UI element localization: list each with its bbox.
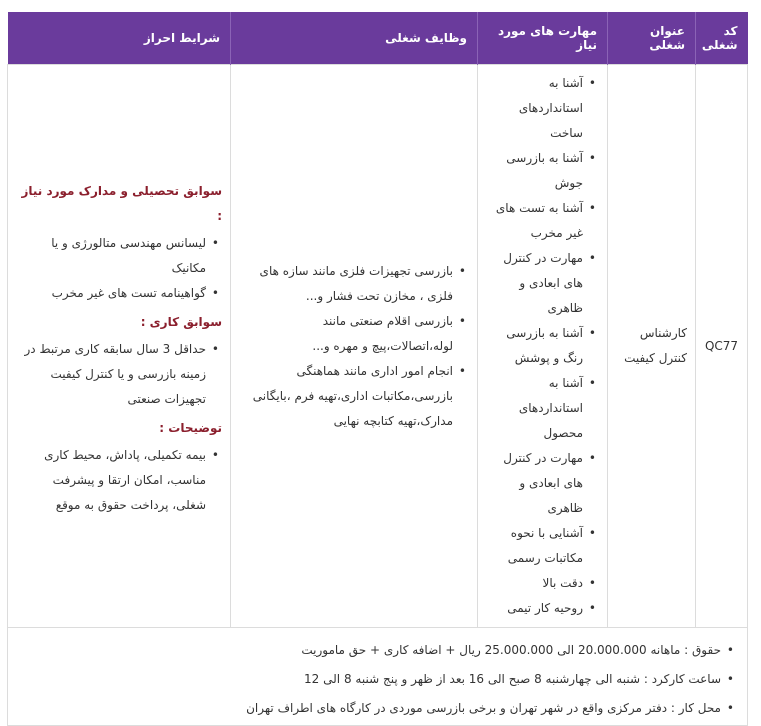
list-item: • لیسانس مهندسی متالورژی و یا مکانیک bbox=[16, 231, 206, 281]
list-item: • گواهینامه تست های غیر مخرب bbox=[16, 281, 206, 306]
job-table-container bbox=[8, 12, 748, 726]
footer-row bbox=[8, 628, 748, 726]
list-item: • آشنا به تست های غیر مخرب bbox=[486, 196, 583, 246]
experience-title: سوابق کاری : bbox=[140, 314, 222, 329]
table-row bbox=[8, 65, 748, 628]
list-item: • دقت بالا bbox=[486, 571, 583, 596]
header-code: کد شغلی bbox=[696, 12, 748, 65]
requirements-cell bbox=[8, 65, 231, 628]
skills-cell bbox=[478, 65, 608, 628]
footer-list bbox=[18, 636, 737, 723]
header-title: عنوان شغلی bbox=[608, 12, 696, 65]
salary-item: • حقوق : ماهانه 20.000.000 الی 25.000.000 ریال + اضافه کاری + حق ماموریت bbox=[18, 636, 721, 665]
header-requirements: شرایط احراز bbox=[8, 12, 231, 65]
list-item: • بیمه تکمیلی، پاداش، محیط کاری مناسب، امکان ارتقا و پیشرفت شغلی، پرداخت حقوق به موقع bbox=[16, 443, 206, 518]
notes-title: توضیحات : bbox=[159, 420, 222, 435]
skills-list bbox=[486, 71, 599, 621]
duties-list bbox=[239, 259, 469, 434]
list-item: • حداقل 3 سال سابقه کاری مرتبط در زمینه بازرسی و یا کنترل کیفیت تجهیزات صنعتی bbox=[16, 337, 206, 412]
list-item: • بازرسی تجهیزات فلزی مانند سازه های فلزی ، مخازن تحت فشار و... bbox=[239, 259, 453, 309]
list-item: • آشنا به بازرسی رنگ و پوشش bbox=[486, 321, 583, 371]
list-item: • آشنا به استانداردهای محصول bbox=[486, 371, 583, 446]
list-item: • مهارت در کنترل های ابعادی و ظاهری bbox=[486, 246, 583, 321]
list-item: • آشنایی با نحوه مکاتبات رسمی bbox=[486, 521, 583, 571]
hours-item: • ساعت کارکرد : شنبه الی چهارشنبه 8 صبح الی 16 بعد از ظهر و پنج شنبه 8 الی 12 bbox=[18, 665, 721, 694]
list-item: • روحیه کار تیمی bbox=[486, 596, 583, 621]
job-title-cell: کارشناس کنترل کیفیت bbox=[608, 65, 696, 628]
notes-list bbox=[16, 443, 222, 518]
location-item: • محل کار : دفتر مرکزی واقع در شهر تهران و برخی بازرسی موردی در کارگاه های اطراف تهران bbox=[18, 694, 721, 723]
list-item: • انجام امور اداری مانند هماهنگی بازرسی،مکاتبات اداری،تهیه فرم ،بایگانی مدارک،تهیه کتابچه نهایی bbox=[239, 359, 453, 434]
experience-list bbox=[16, 337, 222, 412]
job-table bbox=[7, 12, 748, 726]
table-header-row bbox=[8, 12, 748, 65]
education-title: سوابق تحصیلی و مدارک مورد نیاز : bbox=[21, 183, 222, 223]
list-item: • مهارت در کنترل های ابعادی و ظاهری bbox=[486, 446, 583, 521]
list-item: • آشنا به بازرسی جوش bbox=[486, 146, 583, 196]
job-code-cell: QC77 bbox=[696, 65, 748, 628]
duties-cell bbox=[231, 65, 478, 628]
list-item: • بازرسی اقلام صنعتی مانند لوله،اتصالات،پیچ و مهره و... bbox=[239, 309, 453, 359]
list-item: • آشنا به استانداردهای ساخت bbox=[486, 71, 583, 146]
header-duties: وظایف شغلی bbox=[231, 12, 478, 65]
footer-cell bbox=[8, 628, 748, 726]
header-skills: مهارت های مورد نیاز bbox=[478, 12, 608, 65]
education-list bbox=[16, 231, 222, 306]
